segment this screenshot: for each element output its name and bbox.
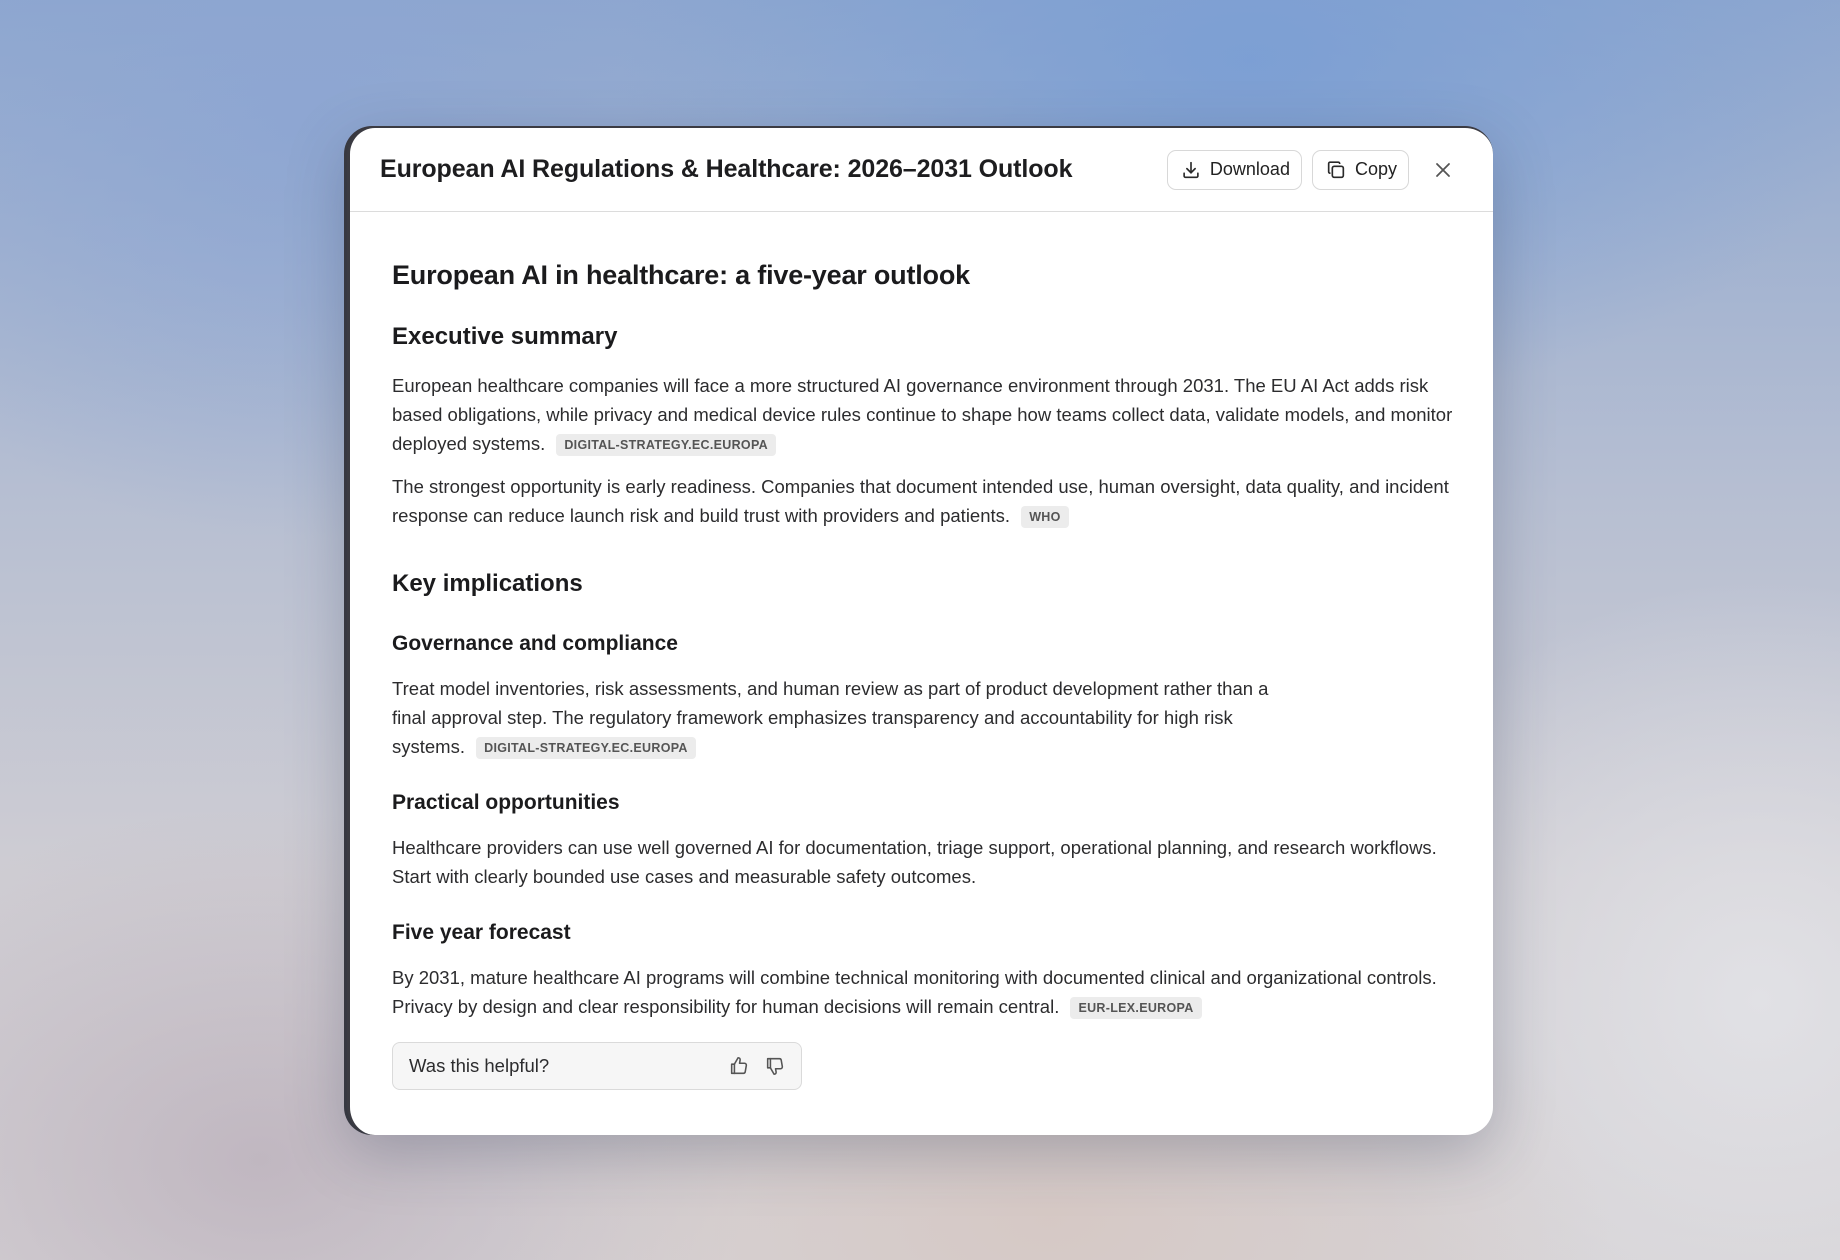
paragraph-text: Healthcare providers can use well governed AI for documentation, triage support, operational planning, and research workflows. Start with clearly bounded use cases and measurable safety outcomes. [392, 837, 1437, 887]
modal-title: European AI Regulations & Healthcare: 2026–2031 Outlook [380, 155, 1073, 183]
executive-summary-paragraph-1 [392, 371, 1453, 458]
forecast-heading: Five year forecast [392, 921, 571, 944]
executive-summary-heading: Executive summary [392, 323, 618, 350]
download-icon [1180, 159, 1202, 181]
paragraph-text: By 2031, mature healthcare AI programs will combine technical monitoring with documented clinical and organizational controls. Privacy by design and clear responsibility for human decisions will remain central. [392, 967, 1437, 1017]
source-chip[interactable]: WHO [1021, 506, 1068, 528]
source-chip[interactable]: DIGITAL-STRATEGY.EC.EUROPA [556, 434, 776, 456]
executive-summary-paragraph-2 [392, 472, 1453, 530]
close-icon [1433, 160, 1453, 180]
key-implications-heading: Key implications [392, 570, 583, 597]
opportunities-paragraph [392, 833, 1453, 891]
copy-icon [1325, 159, 1347, 181]
opportunities-heading: Practical opportunities [392, 791, 620, 814]
paragraph-text: The strongest opportunity is early readiness. Companies that document intended use, human oversight, data quality, and incident response can reduce launch risk and build trust with providers and patients. [392, 476, 1449, 526]
modal-header [350, 128, 1493, 212]
thumbs-up-icon[interactable] [727, 1054, 751, 1078]
download-label: Download [1209, 159, 1290, 179]
governance-paragraph [392, 674, 1292, 761]
source-chip[interactable]: EUR-LEX.EUROPA [1070, 997, 1201, 1019]
feedback-bar [392, 1042, 802, 1090]
report-modal [347, 126, 1493, 1135]
copy-button[interactable] [1312, 150, 1409, 190]
document-title: European AI in healthcare: a five-year outlook [392, 260, 970, 290]
source-chip[interactable]: DIGITAL-STRATEGY.EC.EUROPA [476, 737, 696, 759]
forecast-paragraph [392, 963, 1453, 1021]
document-body [350, 212, 1493, 1021]
download-button[interactable] [1167, 150, 1302, 190]
paragraph-text: European healthcare companies will face a more structured AI governance environment through 2031. The EU AI Act adds risk based obligations, while privacy and medical device rules continue to shape how teams collect data, validate models, and monitor deployed systems. [392, 375, 1453, 454]
feedback-label: Was this helpful? [409, 1055, 550, 1076]
copy-label: Copy [1354, 159, 1397, 179]
governance-heading: Governance and compliance [392, 632, 678, 655]
thumbs-down-icon[interactable] [763, 1054, 787, 1078]
paragraph-text: Treat model inventories, risk assessments, and human review as part of product development rather than a final approval step. The regulatory framework emphasizes transparency and accountability for high risk systems. [392, 678, 1269, 757]
close-button[interactable] [1423, 150, 1463, 190]
